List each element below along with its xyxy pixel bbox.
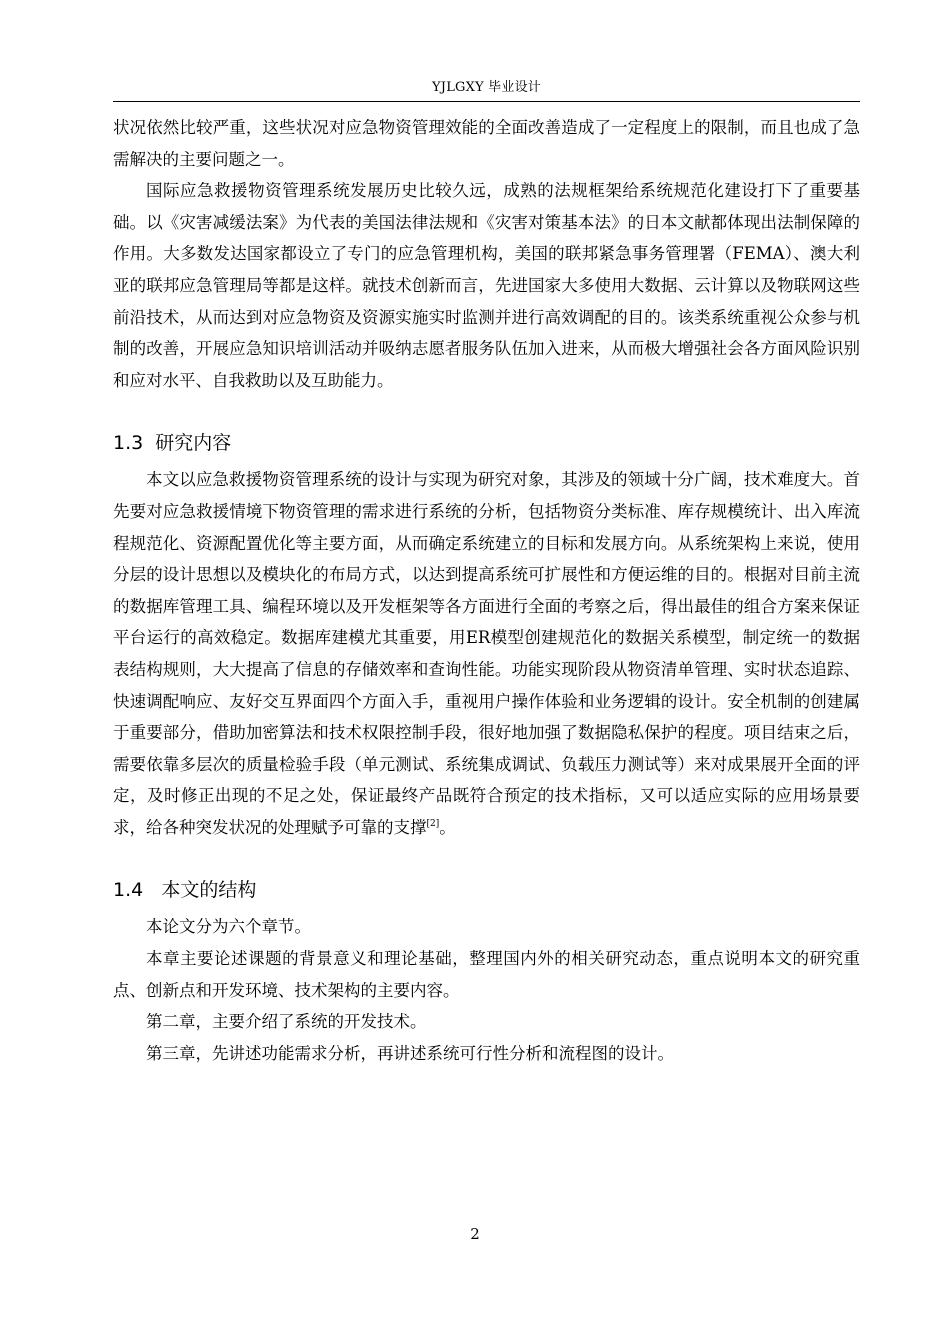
paragraph-chapter-three: 第三章，先讲述功能需求分析，再讲述系统可行性分析和流程图的设计。 [146, 1043, 674, 1063]
paragraph-international-background: 国际应急救援物资管理系统发展历史比较久远，成熟的法规框架给系统规范化建设打下了重要基础。以《灾害减缓法案》为代表的美国法律法规和《灾害对策基本法》的日本文献都体现出法制保障的作用。大多数发达国家都设立了专门的应急管理机构，美国的联邦紧急事务管理署（FEMA）、澳大利亚的联邦应急管理局等都是这样。就技术创新而言，先进国家大多使用大数据、云计算以及物联网这些前沿技术，从而达到对应急物资及资源实施实时监测并进行高效调配的目的。该类系统重视公众参与机制的改善，开展应急知识培训活动并吸纳志愿者服务队伍加入进来，从而极大增强社会各方面风险识别和应对水平、自我救助以及互助能力。 [113, 181, 860, 390]
header-divider [113, 101, 860, 102]
paragraph-continuation: 状况依然比较严重，这些状况对应急物资管理效能的全面改善造成了一定程度上的限制，而且也成了急需解决的主要问题之一。 [113, 118, 860, 169]
paragraph-research-content-text: 本文以应急救援物资管理系统的设计与实现为研究对象，其涉及的领域十分广阔，技术难度大。首先要对应急救援情境下物资管理的需求进行系统的分析，包括物资分类标准、库存规模统计、出入库流程规范化、资源配置优化等主要方面，从而确定系统建立的目标和发展方向。从系统架构上来说，使用分层的设计思想以及模块化的布局方式，以达到提高系统可扩展性和方便运维的目的。根据对目前主流的数据库管理工具、编程环境以及开发框架等各方面进行全面的考察之后，得出最佳的组合方案来保证平台运行的高效稳定。数据库建模尤其重要，用ER模型创建规范化的数据关系模型，制定统一的数据表结构规则，大大提高了信息的存储效率和查询性能。功能实现阶段从物资清单管理、实时状态追踪、快速调配响应、友好交互界面四个方面入手，重视用户操作体验和业务逻辑的设计。安全机制的创建属于重要部分，借助加密算法和技术权限控制手段，很好地加强了数据隐私保护的程度。项目结束之后，需要依靠多层次的质量检验手段（单元测试、系统集成调试、负载压力测试等）来对成果展开全面的评定，及时修正出现的不足之处，保证最终产品既符合预定的技术指标，又可以适应实际的应用场景要求，给各种突发状况的处理赋予可靠的支撑 [113, 470, 860, 837]
section-heading-research-content: 1.3 研究内容 [113, 432, 232, 455]
paragraph-research-content [113, 464, 860, 843]
citation-reference: [2] [426, 818, 440, 829]
section-heading-thesis-structure: 1.4 本文的结构 [113, 879, 257, 902]
paragraph-research-content-end: 。 [439, 817, 456, 837]
paragraph-chapter-two: 第二章，主要介绍了系统的开发技术。 [146, 1012, 427, 1032]
page-body [113, 112, 860, 1069]
paragraph-chapter-count: 本论文分为六个章节。 [146, 917, 311, 937]
running-header: YJLGXY 毕业设计 [432, 80, 541, 95]
section-spacer [113, 396, 860, 428]
page-number: 2 [470, 1225, 480, 1243]
paragraph-chapter-one: 本章主要论述课题的背景意义和理论基础，整理国内外的相关研究动态，重点说明本文的研究重点、创新点和开发环境、技术架构的主要内容。 [113, 949, 860, 1000]
section-spacer [113, 843, 860, 875]
